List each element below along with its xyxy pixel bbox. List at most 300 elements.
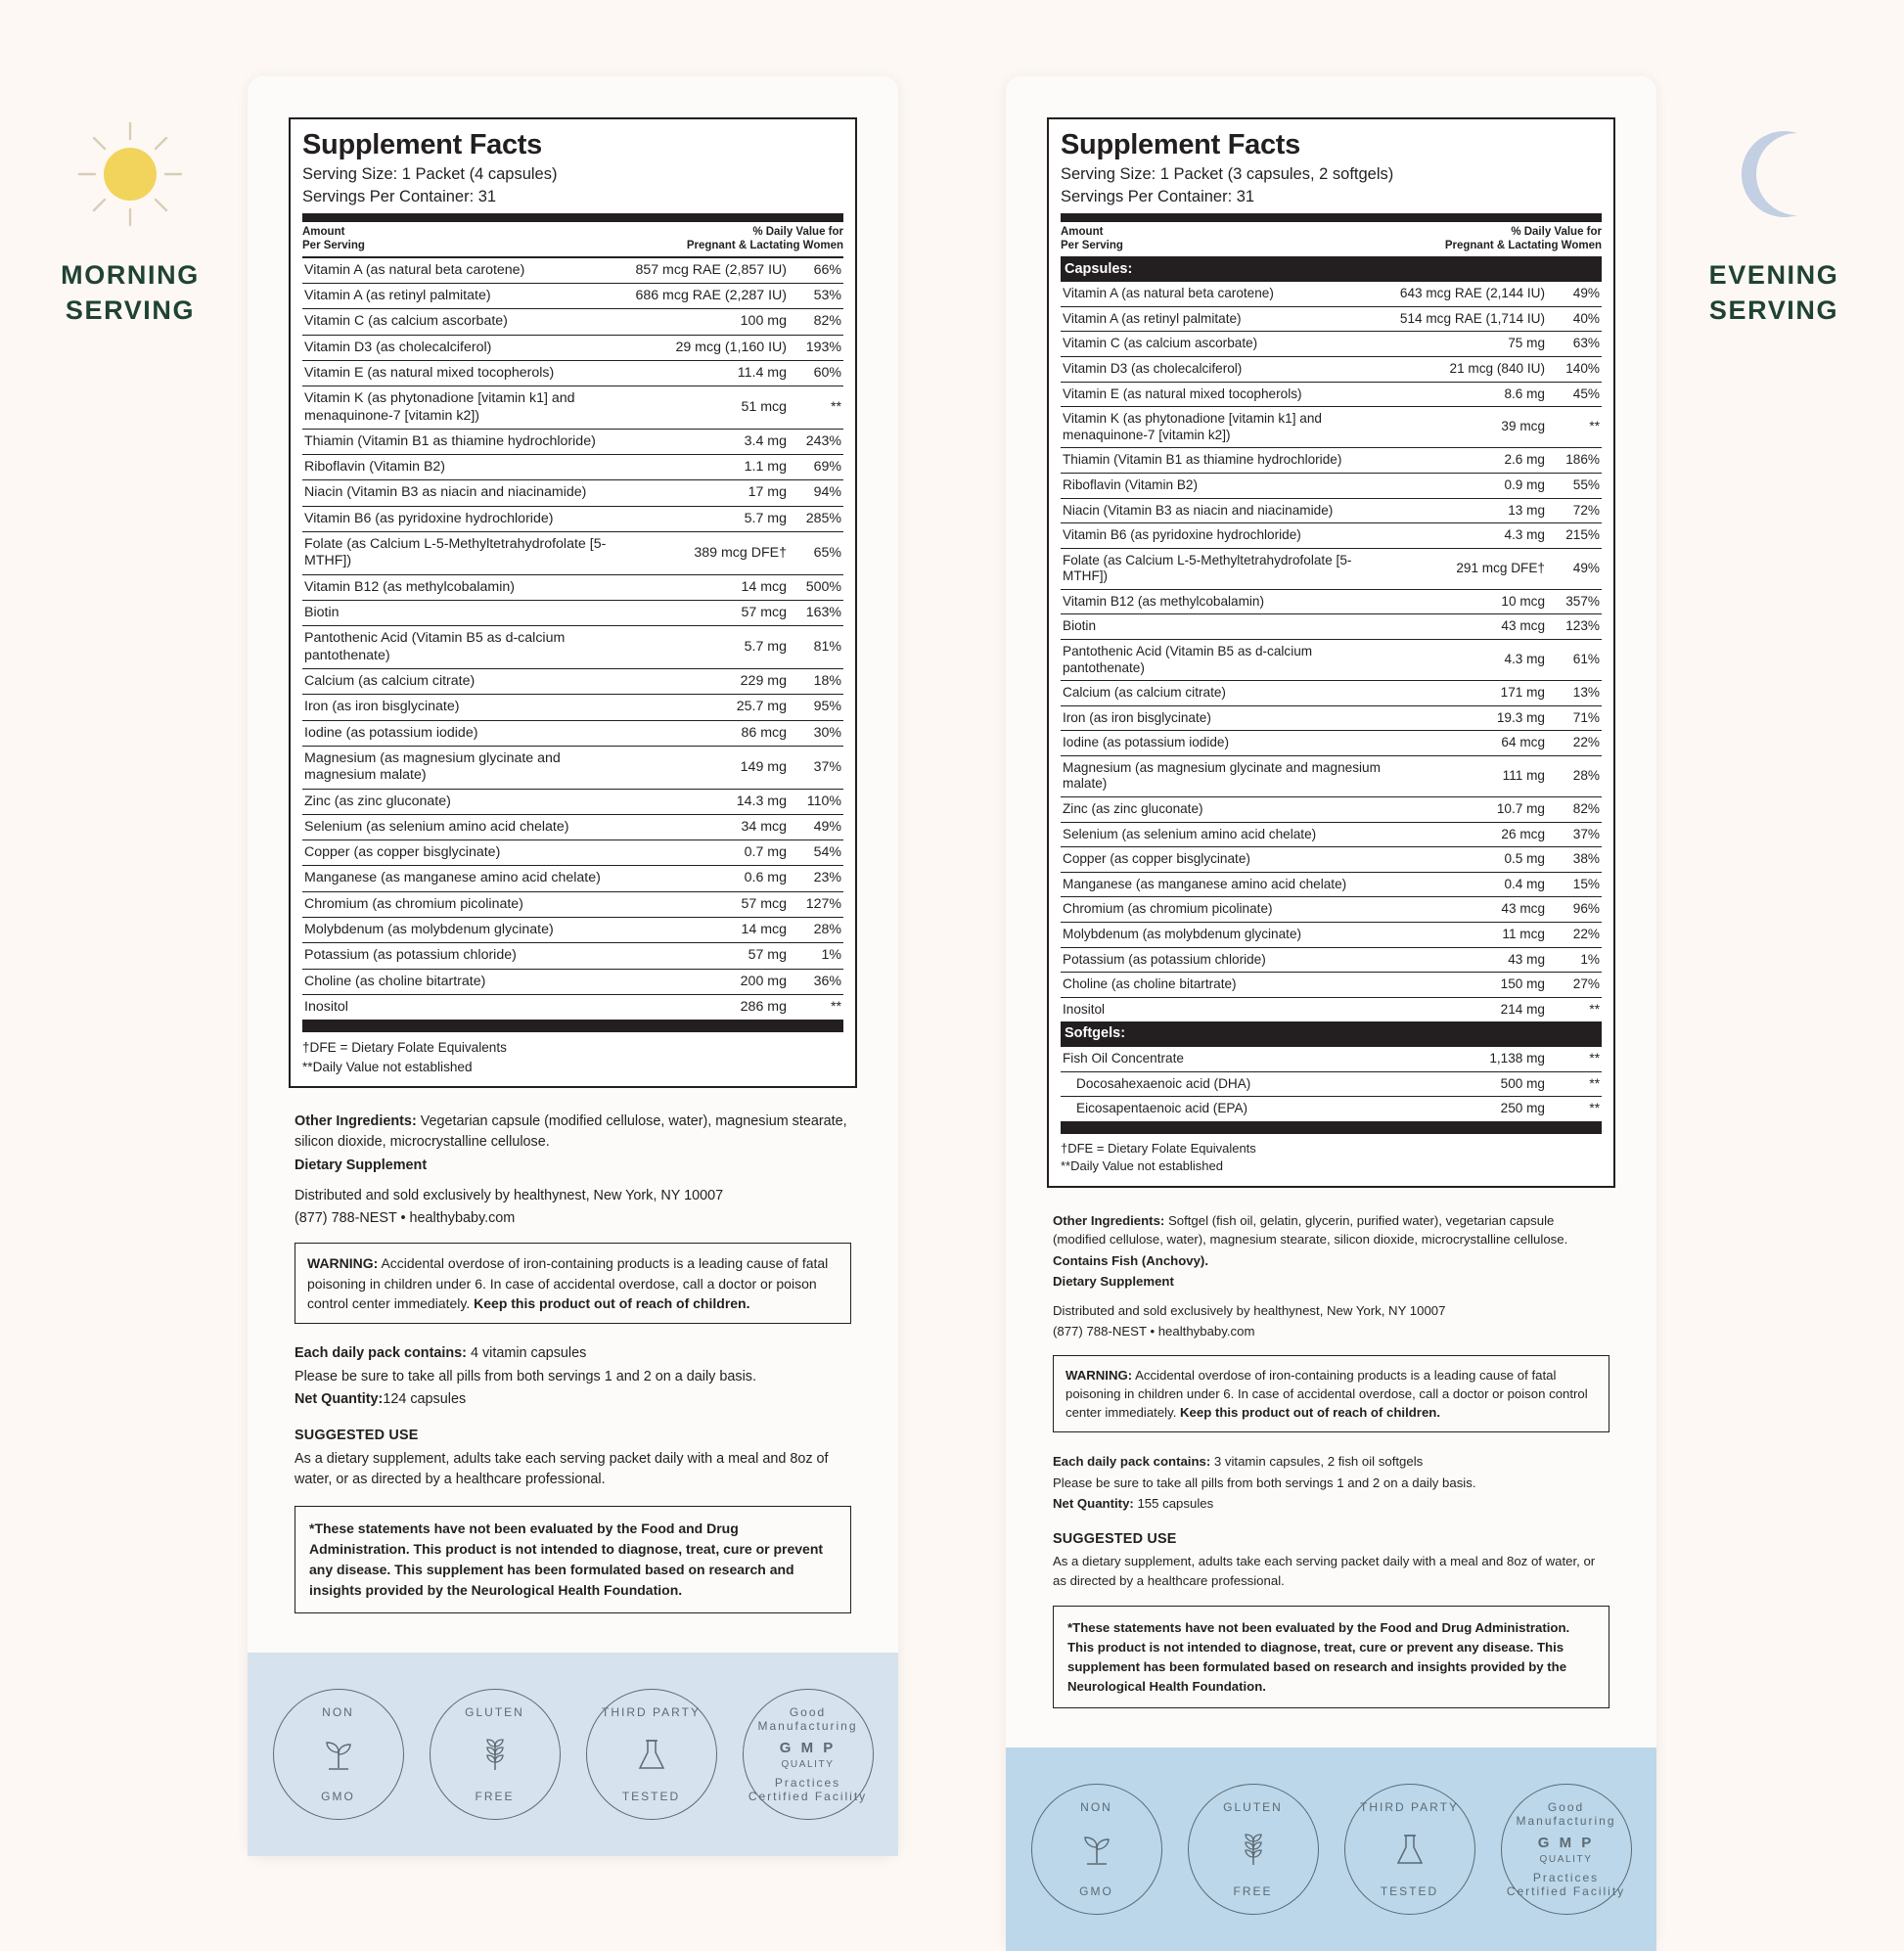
table-row: [1061, 523, 1602, 549]
table-row: [1061, 306, 1602, 332]
flask-icon: [630, 1733, 673, 1776]
facts-column-headers: [302, 222, 843, 256]
seal-gmp-top: Good Manufacturing: [757, 1705, 858, 1734]
nutrient-daily-value: 82%: [789, 309, 843, 335]
nutrient-amount: 34 mcg: [633, 814, 789, 839]
nutrient-name: Calcium (as calcium citrate): [1061, 681, 1398, 706]
table-row: [1061, 973, 1602, 998]
nutrient-daily-value: 18%: [789, 668, 843, 694]
nutrient-name: Vitamin C (as calcium ascorbate): [302, 309, 633, 335]
nutrient-name: Inositol: [1061, 997, 1398, 1022]
nutrient-amount: 5.7 mg: [633, 506, 789, 531]
net-quantity: [295, 1389, 851, 1410]
nutrient-name: Pantothenic Acid (Vitamin B5 as d-calcium pantothenate): [302, 626, 633, 669]
nutrient-daily-value: 193%: [789, 335, 843, 360]
pack-contents-text: 4 vitamin capsules: [466, 1345, 587, 1362]
nutrient-amount: 686 mcg RAE (2,287 IU): [633, 283, 789, 308]
nutrient-daily-value: 215%: [1547, 523, 1602, 549]
nutrient-name: Thiamin (Vitamin B1 as thiamine hydrochloride): [302, 429, 633, 454]
table-row: [302, 601, 843, 626]
seal-gmp-quality: [743, 1689, 874, 1820]
evening-badge-label: [1661, 258, 1886, 328]
nutrient-name: Riboflavin (Vitamin B2): [1061, 473, 1398, 498]
nutrient-name: Biotin: [302, 601, 633, 626]
facts-column-headers: [1061, 222, 1602, 256]
nutrient-amount: 17 mg: [633, 480, 789, 506]
nutrient-amount: 8.6 mg: [1398, 382, 1547, 407]
table-row: [302, 532, 843, 575]
morning-warning-box: [295, 1243, 851, 1324]
nutrient-daily-value: 23%: [789, 866, 843, 891]
dietary-supplement-label: Dietary Supplement: [295, 1157, 428, 1173]
other-ingredients-label: Other Ingredients:: [1053, 1212, 1165, 1228]
nutrient-name: Folate (as Calcium L-5-Methyltetrahydrofolate [5-MTHF]): [302, 532, 633, 575]
nutrient-amount: 14 mcg: [633, 918, 789, 943]
seal-non-gmo: [273, 1689, 404, 1820]
table-row: [1061, 797, 1602, 823]
table-row: [1061, 448, 1602, 474]
nutrient-daily-value: 186%: [1547, 448, 1602, 474]
seal-third-party-top: THIRD PARTY: [602, 1705, 701, 1720]
nutrient-amount: 0.7 mg: [633, 840, 789, 866]
nutrient-amount: 389 mcg DFE†: [633, 532, 789, 575]
net-quantity-label: Net Quantity:: [1053, 1496, 1134, 1512]
nutrient-daily-value: 82%: [1547, 797, 1602, 823]
facts-title: Supplement Facts: [1061, 129, 1300, 160]
nutrient-amount: 14.3 mg: [633, 789, 789, 814]
thick-rule: [302, 213, 843, 222]
table-row: [1061, 681, 1602, 706]
nutrient-name: Iron (as iron bisglycinate): [302, 695, 633, 720]
moon-icon: [1661, 115, 1886, 233]
nutrient-name: Eicosapentaenoic acid (EPA): [1061, 1097, 1398, 1121]
net-quantity-label: Net Quantity:: [295, 1390, 384, 1407]
nutrient-amount: 64 mcg: [1398, 731, 1547, 756]
nutrient-daily-value: 40%: [1547, 306, 1602, 332]
section-softgels: [1061, 1022, 1602, 1047]
nutrient-daily-value: 65%: [789, 532, 843, 575]
seal-non-gmo-top: NON: [322, 1705, 354, 1720]
seal-third-party-tested: [1344, 1784, 1475, 1915]
seal-gluten-free-top: GLUTEN: [1223, 1800, 1283, 1815]
nutrient-amount: 14 mcg: [633, 574, 789, 600]
table-row: [302, 746, 843, 789]
suggested-use-heading: SUGGESTED USE: [295, 1428, 419, 1444]
nutrient-name: Chromium (as chromium picolinate): [1061, 897, 1398, 923]
nutrient-amount: 5.7 mg: [633, 626, 789, 669]
evening-warning-box: [1053, 1355, 1609, 1432]
nutrient-amount: 10 mcg: [1398, 589, 1547, 614]
table-row: [1061, 872, 1602, 897]
nutrient-name: Niacin (Vitamin B3 as niacin and niacinamide): [302, 480, 633, 506]
nutrient-name: Potassium (as potassium chloride): [1061, 947, 1398, 973]
nutrient-name: Vitamin A (as retinyl palmitate): [1061, 306, 1398, 332]
seal-gluten-free: [430, 1689, 561, 1820]
nutrient-name: Docosahexaenoic acid (DHA): [1061, 1071, 1398, 1097]
seal-non-gmo-top: NON: [1080, 1800, 1112, 1815]
evening-seals-strip: [1006, 1747, 1656, 1951]
nutrient-name: Vitamin B12 (as methylcobalamin): [302, 574, 633, 600]
nutrient-daily-value: 55%: [1547, 473, 1602, 498]
seal-third-party-bottom: TESTED: [1380, 1884, 1439, 1899]
nutrient-name: Vitamin D3 (as cholecalciferol): [302, 335, 633, 360]
nutrient-amount: 0.4 mg: [1398, 872, 1547, 897]
nutrient-daily-value: 94%: [789, 480, 843, 506]
nutrient-amount: 86 mcg: [633, 720, 789, 746]
nutrient-daily-value: 81%: [789, 626, 843, 669]
nutrient-daily-value: **: [789, 386, 843, 430]
table-row: [302, 360, 843, 386]
amount-header-l1: Amount: [302, 225, 345, 238]
amount-header-l1: Amount: [1061, 225, 1104, 238]
suggested-use-text: As a dietary supplement, adults take each serving packet daily with a meal and 8oz of water, or as directed by a healthcare professional.: [1053, 1554, 1596, 1588]
section-capsules-label: Capsules:: [1061, 257, 1602, 282]
table-row: [1061, 897, 1602, 923]
table-row: [1061, 1071, 1602, 1097]
nutrient-daily-value: 63%: [1547, 332, 1602, 357]
table-row: [1061, 282, 1602, 307]
nutrient-amount: 250 mg: [1398, 1097, 1547, 1121]
nutrient-daily-value: 49%: [789, 814, 843, 839]
pack-contents-label: Each daily pack contains:: [295, 1345, 467, 1362]
table-row: [302, 891, 843, 917]
nutrient-daily-value: 1%: [1547, 947, 1602, 973]
nutrient-name: Calcium (as calcium citrate): [302, 668, 633, 694]
nutrient-amount: 171 mg: [1398, 681, 1547, 706]
nutrient-daily-value: 357%: [1547, 589, 1602, 614]
table-row: [1061, 847, 1602, 873]
seal-non-gmo: [1031, 1784, 1162, 1915]
table-row: [302, 335, 843, 360]
nutrient-daily-value: 243%: [789, 429, 843, 454]
table-row: [302, 814, 843, 839]
suggested-use-heading: SUGGESTED USE: [1053, 1530, 1177, 1547]
distributed-by: Distributed and sold exclusively by healthynest, New York, NY 10007: [295, 1187, 724, 1203]
nutrient-name: Biotin: [1061, 614, 1398, 640]
nutrient-name: Vitamin C (as calcium ascorbate): [1061, 332, 1398, 357]
table-row: [302, 668, 843, 694]
table-row: [302, 840, 843, 866]
contains-fish-label: Contains Fish (Anchovy).: [1053, 1252, 1208, 1268]
nutrient-daily-value: 37%: [789, 746, 843, 789]
nutrient-daily-value: **: [1547, 1071, 1602, 1097]
nutrient-name: Inositol: [302, 995, 633, 1021]
nutrient-daily-value: 38%: [1547, 847, 1602, 873]
evening-supplement-facts: [1047, 117, 1615, 1188]
table-row: [302, 257, 843, 284]
net-quantity-text: 124 capsules: [383, 1390, 467, 1407]
nutrient-name: Riboflavin (Vitamin B2): [302, 455, 633, 480]
nutrient-daily-value: 49%: [1547, 548, 1602, 589]
nutrient-daily-value: **: [1547, 997, 1602, 1022]
nutrient-daily-value: 30%: [789, 720, 843, 746]
nutrient-name: Copper (as copper bisglycinate): [302, 840, 633, 866]
nutrient-name: Choline (as choline bitartrate): [1061, 973, 1398, 998]
nutrient-amount: 514 mcg RAE (1,714 IU): [1398, 306, 1547, 332]
nutrient-amount: 11.4 mg: [633, 360, 789, 386]
nutrient-daily-value: 53%: [789, 283, 843, 308]
table-row: [1061, 822, 1602, 847]
nutrient-daily-value: 54%: [789, 840, 843, 866]
seal-non-gmo-bottom: GMO: [1079, 1884, 1113, 1899]
seal-gmp-sub: QUALITY: [1539, 1853, 1593, 1865]
nutrient-daily-value: 45%: [1547, 382, 1602, 407]
nutrient-name: Copper (as copper bisglycinate): [1061, 847, 1398, 873]
morning-badge-line2: SERVING: [65, 295, 196, 325]
evening-badge-line2: SERVING: [1708, 295, 1839, 325]
seal-gmp-bottom: Practices Certified Facility: [748, 1776, 868, 1804]
nutrient-amount: 4.3 mg: [1398, 639, 1547, 680]
warning-text: Accidental overdose of iron-containing products is a leading cause of fatal poisoning in children under 6. In case of accidental overdose, call a doctor or poison control center immediately.: [1065, 1367, 1588, 1421]
contact-info: (877) 788-NEST • healthybaby.com: [295, 1210, 516, 1227]
net-quantity: [1053, 1494, 1609, 1514]
dv-header-l1: % Daily Value for: [1511, 225, 1602, 238]
nutrient-daily-value: 71%: [1547, 705, 1602, 731]
nutrient-daily-value: 123%: [1547, 614, 1602, 640]
other-ingredients-text: Softgel (fish oil, gelatin, glycerin, purified water), vegetarian capsule (modified cellulose, water), magnesium stearate, silicon dioxide, microcrystalline cellulose.: [1053, 1212, 1568, 1248]
nutrient-name: Folate (as Calcium L-5-Methyltetrahydrofolate [5-MTHF]): [1061, 548, 1398, 589]
nutrient-name: Vitamin D3 (as cholecalciferol): [1061, 357, 1398, 383]
warning-label: WARNING:: [307, 1255, 379, 1272]
morning-supplement-facts: [289, 117, 857, 1088]
nutrient-amount: 4.3 mg: [1398, 523, 1547, 549]
nutrient-name: Zinc (as zinc gluconate): [1061, 797, 1398, 823]
pack-note: Please be sure to take all pills from both servings 1 and 2 on a daily basis.: [295, 1368, 756, 1384]
evening-nutrient-table: [1061, 256, 1602, 1121]
table-row: [302, 506, 843, 531]
table-row: [1061, 332, 1602, 357]
nutrient-name: Magnesium (as magnesium glycinate and magnesium malate): [1061, 755, 1398, 796]
table-row: [1061, 548, 1602, 589]
table-row: [302, 283, 843, 308]
table-row: [302, 995, 843, 1021]
nutrient-name: Pantothenic Acid (Vitamin B5 as d-calcium pantothenate): [1061, 639, 1398, 680]
evening-badge-line1: EVENING: [1708, 260, 1839, 290]
nutrient-amount: 1,138 mg: [1398, 1046, 1547, 1071]
dv-header-l2: Pregnant & Lactating Women: [686, 240, 843, 252]
nutrient-daily-value: 60%: [789, 360, 843, 386]
table-row: [1061, 1097, 1602, 1121]
dv-header-l1: % Daily Value for: [752, 225, 843, 238]
footnote-dfe: †DFE = Dietary Folate Equivalents: [302, 1040, 507, 1056]
other-ingredients: [1053, 1211, 1609, 1249]
nutrient-amount: 200 mg: [633, 969, 789, 994]
nutrient-name: Potassium (as potassium chloride): [302, 943, 633, 969]
section-softgels-label: Softgels:: [1061, 1022, 1602, 1047]
pack-contents: [1053, 1452, 1609, 1472]
footnote-dv: **Daily Value not established: [302, 1059, 473, 1074]
nutrient-amount: 643 mcg RAE (2,144 IU): [1398, 282, 1547, 307]
nutrient-amount: 29 mcg (1,160 IU): [633, 335, 789, 360]
morning-copy: [289, 1088, 857, 1627]
amount-header-l2: Per Serving: [302, 240, 365, 252]
nutrient-amount: 214 mg: [1398, 997, 1547, 1022]
sprout-icon: [317, 1733, 360, 1776]
seal-gluten-free-bottom: FREE: [1233, 1884, 1273, 1899]
nutrient-name: Vitamin K (as phytonadione [vitamin k1] and menaquinone-7 [vitamin k2]): [302, 386, 633, 430]
nutrient-amount: 13 mg: [1398, 498, 1547, 523]
morning-badge-line1: MORNING: [61, 260, 200, 290]
nutrient-name: Niacin (Vitamin B3 as niacin and niacinamide): [1061, 498, 1398, 523]
sun-icon: [18, 115, 243, 233]
seal-third-party-tested: [586, 1689, 717, 1820]
table-row: [1061, 705, 1602, 731]
warning-bold-tail: Keep this product out of reach of children.: [474, 1295, 750, 1312]
table-row: [1061, 755, 1602, 796]
nutrient-daily-value: 22%: [1547, 731, 1602, 756]
morning-fda-disclaimer: *These statements have not been evaluated by the Food and Drug Administration. This product is not intended to diagnose, treat, cure or prevent any disease. This supplement has been formulated based on research and insights provided by the Neurological Health Foundation.: [295, 1506, 851, 1613]
nutrient-amount: 39 mcg: [1398, 407, 1547, 448]
nutrient-daily-value: 163%: [789, 601, 843, 626]
nutrient-name: Selenium (as selenium amino acid chelate): [1061, 822, 1398, 847]
table-row: [302, 574, 843, 600]
table-row: [302, 309, 843, 335]
nutrient-daily-value: 500%: [789, 574, 843, 600]
nutrient-amount: 57 mcg: [633, 891, 789, 917]
nutrient-amount: 25.7 mg: [633, 695, 789, 720]
table-row: [302, 480, 843, 506]
nutrient-name: Zinc (as zinc gluconate): [302, 789, 633, 814]
nutrient-daily-value: 1%: [789, 943, 843, 969]
seal-third-party-top: THIRD PARTY: [1360, 1800, 1459, 1815]
footnote-dv: **Daily Value not established: [1061, 1158, 1223, 1174]
wheat-icon: [474, 1733, 517, 1776]
warning-label: WARNING:: [1065, 1367, 1133, 1383]
nutrient-amount: 1.1 mg: [633, 455, 789, 480]
servings-per-container: Servings Per Container: 31: [1061, 187, 1255, 205]
nutrient-daily-value: 96%: [1547, 897, 1602, 923]
nutrient-name: Vitamin A (as natural beta carotene): [302, 257, 633, 284]
evening-serving-badge: [1661, 115, 1886, 328]
nutrient-amount: 3.4 mg: [633, 429, 789, 454]
seal-gluten-free-bottom: FREE: [475, 1790, 515, 1804]
servings-per-container: Servings Per Container: 31: [302, 187, 497, 205]
nutrient-name: Magnesium (as magnesium glycinate and magnesium malate): [302, 746, 633, 789]
pack-contents-text: 3 vitamin capsules, 2 fish oil softgels: [1210, 1454, 1424, 1470]
nutrient-name: Iodine (as potassium iodide): [1061, 731, 1398, 756]
distributed-by: Distributed and sold exclusively by healthynest, New York, NY 10007: [1053, 1302, 1446, 1318]
table-row: [302, 943, 843, 969]
table-row: [1061, 614, 1602, 640]
nutrient-amount: 0.9 mg: [1398, 473, 1547, 498]
nutrient-daily-value: 15%: [1547, 872, 1602, 897]
nutrient-daily-value: 22%: [1547, 922, 1602, 947]
nutrient-daily-value: 66%: [789, 257, 843, 284]
nutrient-daily-value: 140%: [1547, 357, 1602, 383]
table-row: [302, 626, 843, 669]
table-row: [1061, 1046, 1602, 1071]
other-ingredients-text: Vegetarian capsule (modified cellulose, water), magnesium stearate, silicon dioxide, microcrystalline cellulose.: [295, 1112, 847, 1151]
table-row: [1061, 589, 1602, 614]
nutrient-amount: 57 mcg: [633, 601, 789, 626]
pack-note: Please be sure to take all pills from both servings 1 and 2 on a daily basis.: [1053, 1475, 1476, 1490]
nutrient-daily-value: 110%: [789, 789, 843, 814]
nutrient-amount: 21 mcg (840 IU): [1398, 357, 1547, 383]
table-row: [1061, 731, 1602, 756]
nutrient-name: Vitamin A (as retinyl palmitate): [302, 283, 633, 308]
table-row: [1061, 473, 1602, 498]
nutrient-daily-value: 95%: [789, 695, 843, 720]
nutrient-amount: 26 mcg: [1398, 822, 1547, 847]
nutrient-name: Vitamin B6 (as pyridoxine hydrochloride): [1061, 523, 1398, 549]
seal-gmp-top: Good Manufacturing: [1516, 1800, 1616, 1829]
nutrient-amount: 0.6 mg: [633, 866, 789, 891]
suggested-use-text: As a dietary supplement, adults take each serving packet daily with a meal and 8oz of water, or as directed by a healthcare professional.: [295, 1450, 829, 1487]
nutrient-amount: 0.5 mg: [1398, 847, 1547, 873]
nutrient-amount: 19.3 mg: [1398, 705, 1547, 731]
facts-footnotes: [302, 1032, 843, 1076]
nutrient-daily-value: 61%: [1547, 639, 1602, 680]
dietary-supplement-label: Dietary Supplement: [1053, 1274, 1174, 1290]
nutrient-name: Choline (as choline bitartrate): [302, 969, 633, 994]
nutrient-daily-value: 69%: [789, 455, 843, 480]
seal-gluten-free: [1188, 1784, 1319, 1915]
nutrient-daily-value: 28%: [789, 918, 843, 943]
evening-fda-disclaimer: *These statements have not been evaluated by the Food and Drug Administration. This product is not intended to diagnose, treat, cure or prevent any disease. This supplement has been formulated based on research and insights provided by the Neurological Health Foundation.: [1053, 1606, 1609, 1708]
nutrient-daily-value: 49%: [1547, 282, 1602, 307]
serving-size: Serving Size: 1 Packet (3 capsules, 2 softgels): [1061, 165, 1394, 184]
nutrient-name: Vitamin B12 (as methylcobalamin): [1061, 589, 1398, 614]
nutrient-daily-value: 28%: [1547, 755, 1602, 796]
seal-third-party-bottom: TESTED: [621, 1790, 681, 1804]
nutrient-daily-value: 13%: [1547, 681, 1602, 706]
footnote-dfe: †DFE = Dietary Folate Equivalents: [1061, 1140, 1256, 1156]
table-row: [302, 429, 843, 454]
serving-size: Serving Size: 1 Packet (4 capsules): [302, 165, 558, 184]
seal-gmp-sub: QUALITY: [781, 1758, 835, 1770]
nutrient-amount: 11 mcg: [1398, 922, 1547, 947]
table-row: [1061, 922, 1602, 947]
nutrient-name: Selenium (as selenium amino acid chelate): [302, 814, 633, 839]
dietary-supplement: [1053, 1272, 1609, 1292]
nutrient-name: Manganese (as manganese amino acid chelate): [1061, 872, 1398, 897]
nutrient-name: Manganese (as manganese amino acid chelate): [302, 866, 633, 891]
nutrient-daily-value: 127%: [789, 891, 843, 917]
nutrient-daily-value: 285%: [789, 506, 843, 531]
other-ingredients-label: Other Ingredients:: [295, 1112, 417, 1129]
nutrient-daily-value: 72%: [1547, 498, 1602, 523]
contains-fish: [1053, 1251, 1609, 1271]
table-row: [1061, 997, 1602, 1022]
dietary-supplement: [295, 1156, 851, 1176]
nutrient-name: Iodine (as potassium iodide): [302, 720, 633, 746]
nutrient-amount: 111 mg: [1398, 755, 1547, 796]
nutrient-name: Molybdenum (as molybdenum glycinate): [302, 918, 633, 943]
table-row: [302, 720, 843, 746]
flask-icon: [1388, 1828, 1431, 1871]
table-row: [302, 386, 843, 430]
seal-gmp-mid: G M P: [1537, 1834, 1595, 1851]
table-row: [302, 789, 843, 814]
nutrient-amount: 286 mg: [633, 995, 789, 1021]
nutrient-name: Vitamin A (as natural beta carotene): [1061, 282, 1398, 307]
nutrient-name: Fish Oil Concentrate: [1061, 1046, 1398, 1071]
nutrient-amount: 2.6 mg: [1398, 448, 1547, 474]
nutrient-daily-value: **: [789, 995, 843, 1021]
evening-copy: [1047, 1188, 1615, 1723]
wheat-icon: [1232, 1828, 1275, 1871]
pack-contents-label: Each daily pack contains:: [1053, 1454, 1211, 1470]
nutrient-amount: 150 mg: [1398, 973, 1547, 998]
evening-panel: [1006, 76, 1656, 1951]
nutrient-name: Vitamin E (as natural mixed tocopherols): [1061, 382, 1398, 407]
nutrient-daily-value: **: [1547, 407, 1602, 448]
nutrient-amount: 10.7 mg: [1398, 797, 1547, 823]
table-row: [302, 866, 843, 891]
seal-gluten-free-top: GLUTEN: [465, 1705, 524, 1720]
nutrient-name: Chromium (as chromium picolinate): [302, 891, 633, 917]
morning-badge-label: [18, 258, 243, 328]
